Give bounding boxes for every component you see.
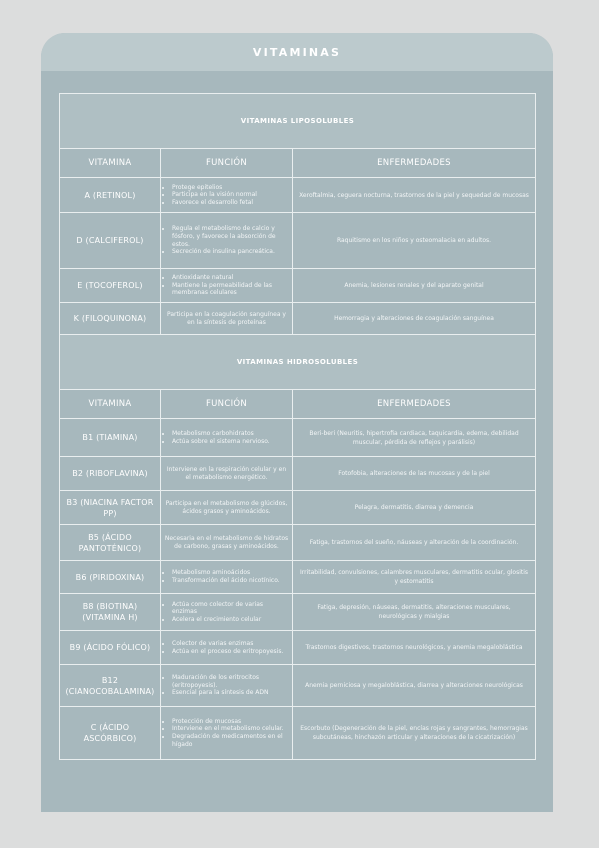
function-list <box>164 225 289 255</box>
function-item: • Interviene en el metabolismo celular. <box>172 725 289 733</box>
function-item: • Antioxidante natural <box>172 274 289 282</box>
vitamin-name: E (TOCOFEROL) <box>60 269 161 303</box>
function-cell <box>161 178 293 213</box>
table-row <box>60 525 536 561</box>
function-list <box>164 601 289 624</box>
function-item: • Transformación del ácido nicotínico. <box>172 577 289 585</box>
table-container <box>59 93 535 760</box>
disease-text: Beri-beri (Neuritis, hipertrofia cardiaca, taquicardia, edema, debilidad muscular, pérdida de reflejos y parálisis) <box>293 419 536 457</box>
table-row <box>60 178 536 213</box>
table-row <box>60 213 536 269</box>
function-item: • Regula el metabolismo de calcio y fósforo, y favorece la absorción de estos. <box>172 225 289 248</box>
column-header-row <box>60 149 536 178</box>
function-cell <box>161 269 293 303</box>
function-text: Participa en la coagulación sanguínea y en la síntesis de proteínas <box>167 310 286 326</box>
vitamin-name: K (FILOQUINONA) <box>60 303 161 335</box>
disease-text: Hemorragia y alteraciones de coagulación sanguínea <box>293 303 536 335</box>
function-item: • Degradación de medicamentos en el hígado <box>172 733 289 748</box>
table-body <box>60 94 536 760</box>
function-cell <box>161 491 293 525</box>
function-item: • Esencial para la síntesis de ADN <box>172 689 289 697</box>
function-item: • Actúa sobre el sistema nervioso. <box>172 438 289 446</box>
function-cell <box>161 631 293 665</box>
function-item: • Colector de varias enzimas <box>172 640 289 648</box>
vitamin-name: B12 (CIANOCOBALAMINA) <box>60 665 161 707</box>
disease-text: Irritabilidad, convulsiones, calambres musculares, dermatitis ocular, glositis y estomatitis <box>293 561 536 594</box>
table-row <box>60 665 536 707</box>
vitamin-name: C (ÁCIDO ASCÓRBICO) <box>60 707 161 760</box>
section-header-row <box>60 335 536 390</box>
vitamin-name: B9 (ÁCIDO FÓLICO) <box>60 631 161 665</box>
vitamin-name: B6 (PIRIDOXINA) <box>60 561 161 594</box>
function-cell <box>161 303 293 335</box>
vitaminas-card <box>41 33 553 812</box>
column-header-vitamina: VITAMINA <box>60 390 161 419</box>
function-cell <box>161 707 293 760</box>
vitamin-name: B5 (ÁCIDO PANTOTÉNICO) <box>60 525 161 561</box>
column-header-enfermedades: ENFERMEDADES <box>293 390 536 419</box>
disease-text: Escorbuto (Degeneración de la piel, encías rojas y sangrantes, hemorragias subcutáneas, hinchazón articular y alteraciones de la cicatrización) <box>293 707 536 760</box>
column-header-funcion: FUNCIÓN <box>161 390 293 419</box>
function-cell <box>161 594 293 631</box>
function-item: • Protección de mucosas <box>172 718 289 726</box>
function-item: • Favorece el desarrollo fetal <box>172 199 289 207</box>
function-cell <box>161 525 293 561</box>
column-header-funcion: FUNCIÓN <box>161 149 293 178</box>
function-list <box>164 430 289 445</box>
vitamins-table <box>59 93 536 760</box>
table-row <box>60 457 536 491</box>
function-item: • Protege epitelios <box>172 184 289 192</box>
table-row <box>60 491 536 525</box>
column-header-enfermedades: ENFERMEDADES <box>293 149 536 178</box>
function-item: • Mantiene la permeabilidad de las membranas celulares <box>172 282 289 297</box>
disease-text: Anemia, lesiones renales y del aparato genital <box>293 269 536 303</box>
function-item: • Maduración de los eritrocitos (eritropoyesis). <box>172 674 289 689</box>
vitamin-name: B1 (TIAMINA) <box>60 419 161 457</box>
function-item: • Metabolismo aminoácidos <box>172 569 289 577</box>
function-item: • Actúa como colector de varias enzimas <box>172 601 289 616</box>
function-list <box>164 274 289 297</box>
section-title: VITAMINAS HIDROSOLUBLES <box>60 335 536 390</box>
vitamin-name: B3 (NIACINA FACTOR PP) <box>60 491 161 525</box>
disease-text: Fatiga, depresión, náuseas, dermatitis, alteraciones musculares, neurológicas y mialgias <box>293 594 536 631</box>
vitamin-name: A (RETINOL) <box>60 178 161 213</box>
vitamin-name: B2 (RIBOFLAVINA) <box>60 457 161 491</box>
table-row <box>60 594 536 631</box>
function-list <box>164 640 289 655</box>
function-text: Participa en el metabolismo de glúcidos, ácidos grasos y aminoácidos. <box>165 499 288 515</box>
table-row <box>60 419 536 457</box>
function-item: • Metabolismo carbohidratos <box>172 430 289 438</box>
function-item: • Participa en la visión normal <box>172 191 289 199</box>
section-header-row <box>60 94 536 149</box>
section-title: VITAMINAS LIPOSOLUBLES <box>60 94 536 149</box>
function-text: Necesaria en el metabolismo de hidratos de carbono, grasas y aminoácidos. <box>164 534 289 550</box>
table-row <box>60 707 536 760</box>
table-row <box>60 269 536 303</box>
function-item: • Secreción de insulina pancreática. <box>172 248 289 256</box>
disease-text: Pelagra, dermatitis, diarrea y demencia <box>293 491 536 525</box>
disease-text: Raquitismo en los niños y osteomalacia en adultos. <box>293 213 536 269</box>
function-item: • Acelera el crecimiento celular <box>172 616 289 624</box>
card-title: VITAMINAS <box>41 33 553 71</box>
disease-text: Fatiga, trastornos del sueño, náuseas y alteración de la coordinación. <box>293 525 536 561</box>
vitamin-name: B8 (BIOTINA) (VITAMINA H) <box>60 594 161 631</box>
vitamin-name: D (CALCIFEROL) <box>60 213 161 269</box>
function-item: • Actúa en el proceso de eritropoyesis. <box>172 648 289 656</box>
function-text: Interviene en la respiración celular y en el metabolismo energético. <box>166 465 287 481</box>
function-cell <box>161 457 293 491</box>
function-cell <box>161 419 293 457</box>
function-cell <box>161 665 293 707</box>
function-cell <box>161 213 293 269</box>
table-row <box>60 561 536 594</box>
function-list <box>164 674 289 697</box>
column-header-vitamina: VITAMINA <box>60 149 161 178</box>
disease-text: Trastornos digestivos, trastornos neurológicos, y anemia megaloblástica <box>293 631 536 665</box>
disease-text: Anemia perniciosa y megaloblástica, diarrea y alteraciones neurológicas <box>293 665 536 707</box>
table-row <box>60 303 536 335</box>
disease-text: Xeroftalmia, ceguera nocturna, trastornos de la piel y sequedad de mucosas <box>293 178 536 213</box>
function-cell <box>161 561 293 594</box>
function-list <box>164 184 289 207</box>
function-list <box>164 718 289 748</box>
table-row <box>60 631 536 665</box>
column-header-row <box>60 390 536 419</box>
disease-text: Fotofobia, alteraciones de las mucosas y de la piel <box>293 457 536 491</box>
function-list <box>164 569 289 584</box>
